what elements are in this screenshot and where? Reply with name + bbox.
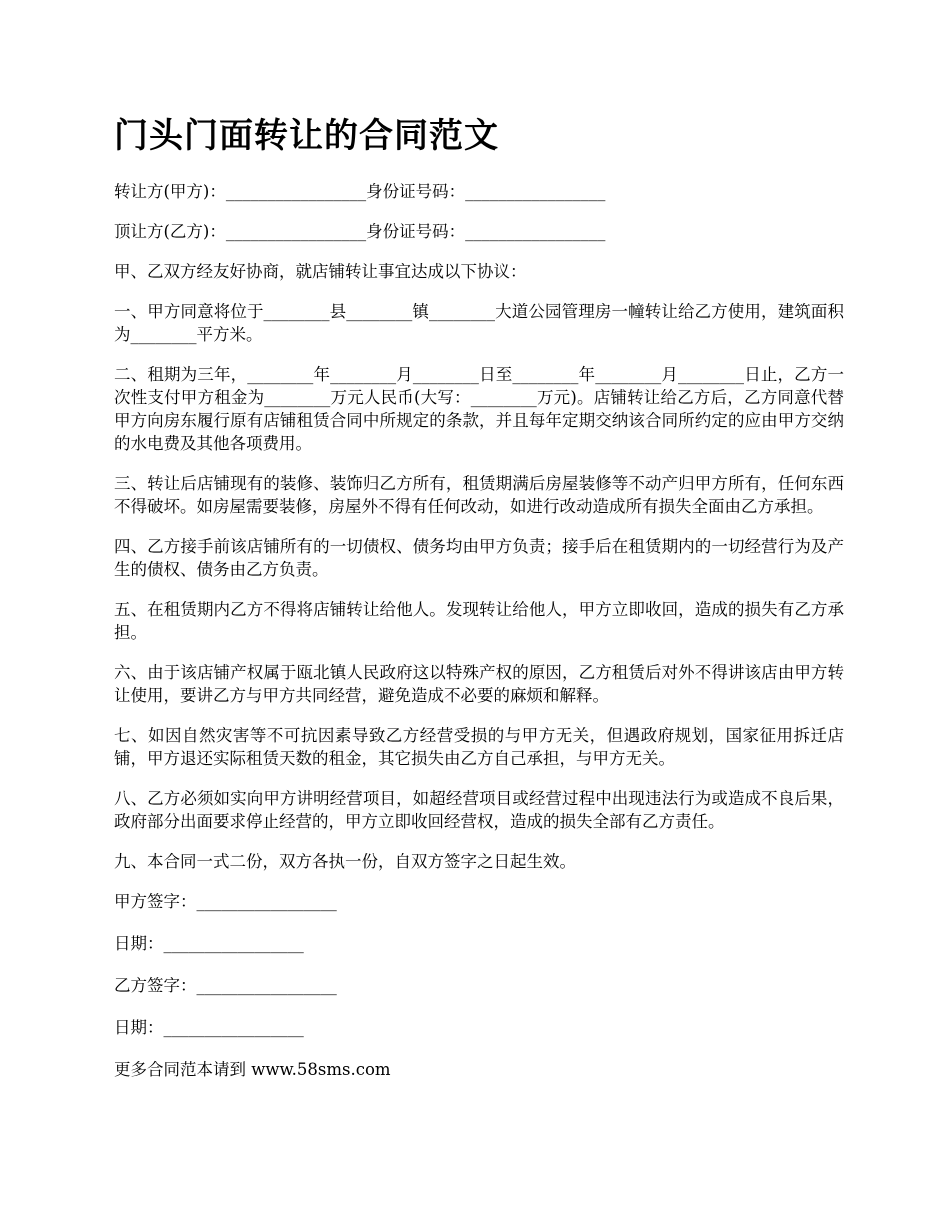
party-a-signature-line: 甲方签字：_________________ [114,892,337,911]
party-a-line: 转让方(甲方)：_________________身份证号码：_________________ [114,182,606,201]
document-title: 门头门面转让的合同范文 [114,116,499,156]
clause-4: 四、乙方接手前该店铺所有的一切债权、债务均由甲方负责；接手后在租赁期内的一切经营行为及产生的债权、债务由乙方负责。 [114,537,844,579]
clause-5: 五、在租赁期内乙方不得将店铺转让给他人。发现转让给他人，甲方立即收回，造成的损失有乙方承担。 [114,600,844,642]
clause-1: 一、甲方同意将位于________县________镇________大道公园管理房一幢转让给乙方使用，建筑面积为________平方米。 [114,302,844,344]
party-b-date-line: 日期：_________________ [114,1018,304,1037]
clause-9: 九、本合同一式二份，双方各执一份，自双方签字之日起生效。 [114,852,576,871]
document-page [114,112,844,1098]
party-b-signature-line: 乙方签字：_________________ [114,976,337,995]
clause-7: 七、如因自然灾害等不可抗因素导致乙方经营受损的与甲方无关，但遇政府规划，国家征用拆迁店铺，甲方退还实际租赁天数的租金，其它损失由乙方自己承担，与甲方无关。 [114,726,844,768]
intro-paragraph: 甲、乙双方经友好协商，就店铺转让事宜达成以下协议： [114,262,527,281]
clause-6: 六、由于该店铺产权属于瓯北镇人民政府这以特殊产权的原因，乙方租赁后对外不得讲该店由甲方转让使用，要讲乙方与甲方共同经营，避免造成不必要的麻烦和解释。 [114,663,844,705]
party-b-line: 顶让方(乙方)：_________________身份证号码：_________________ [114,222,606,241]
clause-8: 八、乙方必须如实向甲方讲明经营项目，如超经营项目或经营过程中出现违法行为或造成不良后果，政府部分出面要求停止经营的，甲方立即收回经营权，造成的损失全部有乙方责任。 [114,789,844,831]
clause-2: 二、租期为三年，________年________月________日至________年________月________日止，乙方一次性支付甲方租金为________万元人民币(大写：________万元)。店铺转让给乙方后，乙方同意代替甲方向房东履行原有店铺租赁合同中所规定的条款，并且每年定期交纳该合同所约定的应由甲方交纳的水电费及其他各项费用。 [114,365,844,453]
clause-3: 三、转让后店铺现有的装修、装饰归乙方所有，租赁期满后房屋装修等不动产归甲方所有，任何东西不得破坏。如房屋需要装修，房屋外不得有任何改动，如进行改动造成所有损失全面由乙方承担。 [114,474,844,516]
footer-note: 更多合同范本请到 www.58sms.com [114,1060,391,1079]
party-a-date-line: 日期：_________________ [114,934,304,953]
